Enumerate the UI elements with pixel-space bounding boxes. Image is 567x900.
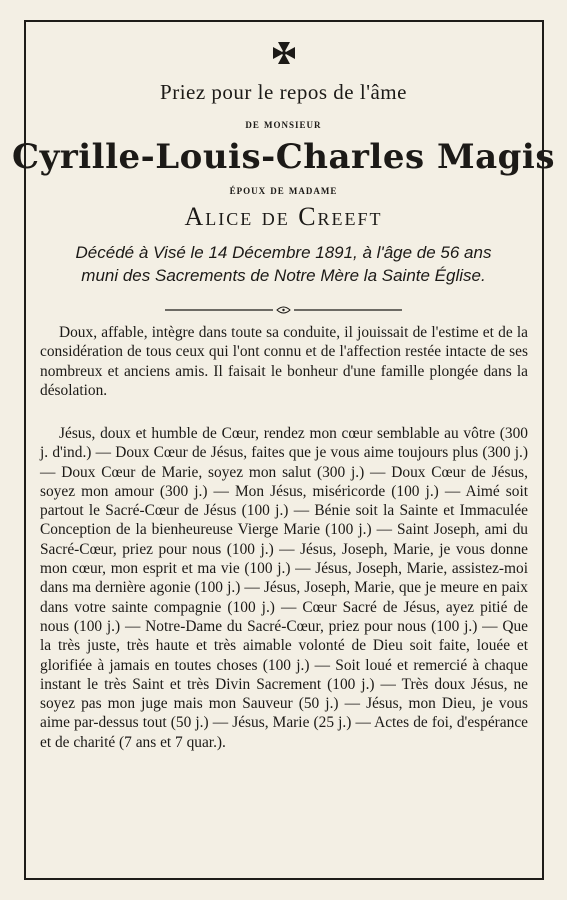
- eulogy-paragraph: Doux, affable, intègre dans toute sa conduite, il jouissait de l'estime et de la considération de tous ceux qui l'ont connu et de l'affection restée intacte de ses nombreux et anciens amis. Il faisait le bonheur d'une famille plongée dans la désolation.: [40, 324, 528, 399]
- death-details-line-2: muni des Sacrements de Notre Mère la Sainte Église.: [81, 266, 486, 285]
- ornamental-divider: [165, 305, 402, 315]
- spouse-line: époux de madame: [229, 183, 338, 197]
- deceased-name: Cyrille-Louis-Charles Magis: [12, 137, 555, 177]
- honorific: de monsieur: [245, 117, 322, 131]
- prayer-heading: Priez pour le repos de l'âme: [160, 80, 407, 104]
- prayers-paragraph: Jésus, doux et humble de Cœur, rendez mon cœur semblable au vôtre (300 j. d'ind.) — Doux Cœur de Jésus, faites que je vous aime toujours plus (300 j.) — Doux Cœur de Marie, soyez mon salut (300 j.) — Doux Cœur de Jésus, soyez mon amour (300 j.) — Mon Jésus, miséricorde (100 j.) — Aimé soit partout le Sacré-Cœur de Jésus (100 j.) — Bénie soit la Sainte et Immaculée Conception de la bienheureuse Vierge Marie (100 j.) — Saint Joseph, ami du Sacré-Cœur, priez pour nous (100 j.) — Jésus, Joseph, Marie, je vous donne mon cœur, mon esprit et ma vie (100 j.) — Jésus, Joseph, Marie, assistez-moi dans ma dernière agonie (100 j.) — Jésus, Joseph, Marie, que je meure en paix dans votre sainte compagnie (100 j.) — Cœur Sacré de Jésus, ayez pitié de nous (100 j.) — Notre-Dame du Sacré-Cœur, priez pour nous (100 j.) — Que la très juste, très haute et très aimable volonté de Dieu soit faite, louée et glorifiée à jamais en toutes choses (100 j.) — Soit loué et remercié à chaque instant le très Saint et très Divin Sacrement (100 j.) — Très doux Jésus, ne soyez pas mon juge mais mon Sauveur (50 j.) — Jésus, mon Dieu, je vous aime par-dessus tout (50 j.) — Jésus, Marie (25 j.) — Actes de foi, d'espérance et de charité (7 ans et 7 quar.).: [40, 425, 528, 751]
- cross-pattee-icon: [0, 40, 567, 71]
- spouse-name: Alice de Creeft: [184, 202, 383, 231]
- death-details-line-1: Décédé à Visé le 14 Décembre 1891, à l'âge de 56 ans: [75, 243, 492, 262]
